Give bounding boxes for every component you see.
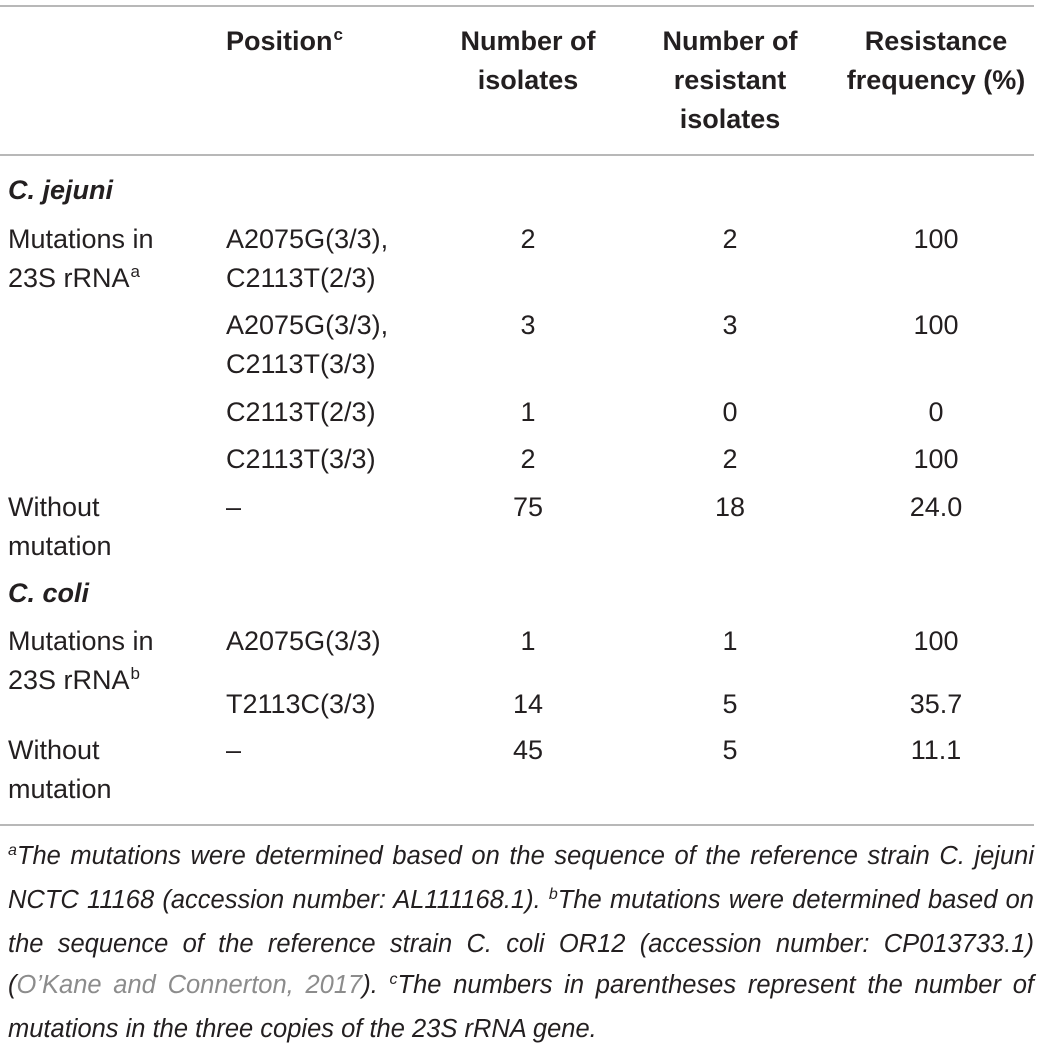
- cell-frequency: 35.7: [909, 689, 963, 719]
- cell-frequency: 100: [913, 310, 959, 340]
- section-title-c-coli: C. coli: [8, 578, 90, 608]
- row-label-mutations-coli: Mutations in 23S rRNA$^b$: [8, 626, 154, 695]
- row-label-mutations-jejuni: Mutations in 23S rRNA$^a$: [8, 224, 154, 293]
- cell-isolates: 45: [512, 735, 544, 765]
- cell-frequency: 0: [928, 397, 944, 427]
- cell-isolates: 75: [512, 492, 544, 522]
- cell-frequency: 24.0: [909, 492, 963, 522]
- table-row-position: A2075G(3/3), C2113T(2/3): [226, 224, 389, 293]
- bottom-rule: [0, 824, 1034, 826]
- header-rule: [0, 154, 1034, 156]
- top-rule: [0, 5, 1034, 7]
- table-row-position: C2113T(2/3): [226, 397, 376, 427]
- cell-frequency: 100: [913, 444, 959, 474]
- cell-isolates: 2: [520, 444, 536, 474]
- cell-isolates: 3: [520, 310, 536, 340]
- cell-frequency: 11.1: [910, 735, 962, 765]
- table-row-position: –: [226, 735, 242, 765]
- cell-resistant: 18: [714, 492, 746, 522]
- row-label-without-mutation-jejuni: Without mutation: [8, 492, 112, 561]
- cell-isolates: 2: [520, 224, 536, 254]
- header-position: Position$^c$: [226, 25, 343, 56]
- table-footnote: $^a$The mutations were determined based on the sequence of the reference strain C. jejuni NCTC 11168 (accession number: AL111168.1). $^b$The mutations were determined based on the sequence of the reference strain C. coli OR12 (accession number: CP013733.1) (O’Kane and Connerton, 2017). $^c$The numbers in parentheses represent the number of mutations in the three copies of the 23S rRNA gene.: [8, 842, 1034, 1043]
- table-row-position: –: [226, 492, 242, 522]
- row-label-without-mutation-coli: Without mutation: [8, 735, 112, 804]
- cell-resistant: 2: [722, 224, 738, 254]
- header-number-of-isolates: Number of isolates: [460, 26, 596, 95]
- cell-frequency: 100: [913, 224, 959, 254]
- table-row-position: A2075G(3/3): [226, 626, 381, 656]
- cell-isolates: 1: [520, 397, 536, 427]
- header-resistance-frequency: Resistance frequency (%): [846, 26, 1026, 95]
- table-row-position: A2075G(3/3), C2113T(3/3): [226, 310, 389, 379]
- header-number-of-resistant-isolates: Number of resistant isolates: [662, 26, 798, 134]
- cell-resistant: 0: [722, 397, 738, 427]
- cell-resistant: 5: [722, 735, 738, 765]
- citation-link[interactable]: O’Kane and Connerton, 2017: [16, 971, 363, 999]
- table-row-position: T2113C(3/3): [226, 689, 376, 719]
- cell-isolates: 14: [512, 689, 544, 719]
- section-title-c-jejuni: C. jejuni: [8, 175, 114, 205]
- cell-resistant: 3: [722, 310, 738, 340]
- cell-frequency: 100: [913, 626, 959, 656]
- cell-resistant: 1: [722, 626, 738, 656]
- cell-isolates: 1: [520, 626, 536, 656]
- cell-resistant: 2: [722, 444, 738, 474]
- cell-resistant: 5: [722, 689, 738, 719]
- table-row-position: C2113T(3/3): [226, 444, 376, 474]
